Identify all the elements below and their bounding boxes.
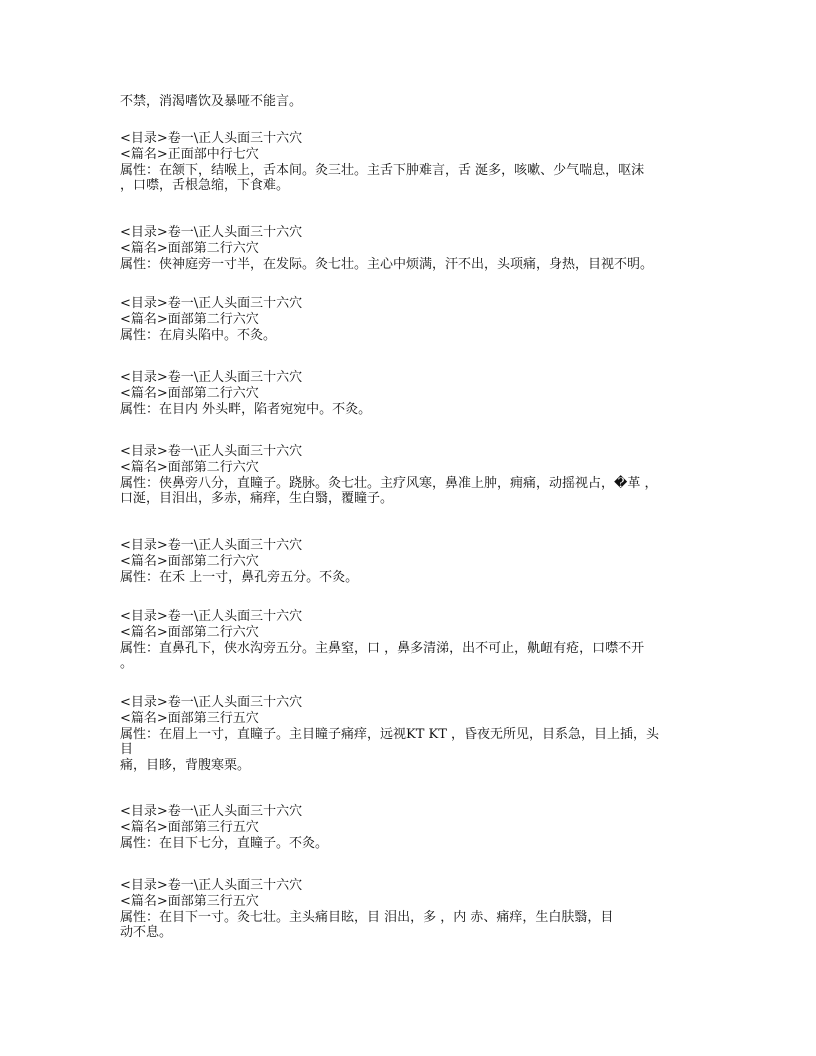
chapter-name-line: <篇名>面部第三行五穴 <box>120 710 259 726</box>
attribute-line: 目 <box>120 742 134 758</box>
attribute-line: 口涎，目泪出，多赤，痛痒，生白翳，覆瞳子。 <box>120 491 394 507</box>
acupoint-entry <box>120 878 720 941</box>
attribute-line: ，口噤，舌根急缩，下食难。 <box>120 178 290 194</box>
attribute-line: 属性：在颔下，结喉上，舌本间。灸三壮。主舌下肿难言，舌 涎多，咳嗽、少气喘息，呕沫 <box>120 162 645 178</box>
acupoint-entry <box>120 444 720 507</box>
attribute-line: 属性：在目下一寸。灸七壮。主头痛目眩，目 泪出，多 ，内 赤、痛痒，生白肤翳，目 <box>120 909 614 925</box>
acupoint-entry <box>120 538 720 585</box>
continued-paragraph <box>120 94 720 110</box>
catalog-line: <目录>卷一\正人头面三十六穴 <box>120 296 303 311</box>
catalog-line: <目录>卷一\正人头面三十六穴 <box>120 695 303 710</box>
attribute-line: 不禁，消渴嗜饮及暴哑不能言。 <box>120 94 303 109</box>
attribute-line: 动不息。 <box>120 925 173 941</box>
acupoint-entry <box>120 296 720 343</box>
chapter-name-line: <篇名>面部第三行五穴 <box>120 893 259 909</box>
acupoint-entry <box>120 225 720 272</box>
attribute-line: 属性：在禾 上一寸，鼻孔旁五分。不灸。 <box>120 569 359 585</box>
catalog-line: <目录>卷一\正人头面三十六穴 <box>120 878 303 893</box>
attribute-line: 属性：在肩头陷中。不灸。 <box>120 327 277 343</box>
chapter-name-line: <篇名>面部第二行六穴 <box>120 240 259 256</box>
catalog-line: <目录>卷一\正人头面三十六穴 <box>120 609 303 624</box>
attribute-line: 属性：在目下七分，直瞳子。不灸。 <box>120 835 329 851</box>
attribute-line: 属性：直鼻孔下，侠水沟旁五分。主鼻窒，口 ，鼻多清涕，出不可止，鼽衄有疮，口噤不开 <box>120 640 645 656</box>
catalog-line: <目录>卷一\正人头面三十六穴 <box>120 804 303 819</box>
chapter-name-line: <篇名>面部第二行六穴 <box>120 459 259 475</box>
chapter-name-line: <篇名>面部第二行六穴 <box>120 553 259 569</box>
chapter-name-line: <篇名>面部第二行六穴 <box>120 624 259 640</box>
attribute-line: 痛，目眵，背膄寒栗。 <box>120 758 251 774</box>
acupoint-entry <box>120 131 720 194</box>
attribute-line: 属性：侠神庭旁一寸半，在发际。灸七壮。主心中烦满，汗不出，头项痛，身热，目视不明。 <box>120 256 654 272</box>
chapter-name-line: <篇名>面部第三行五穴 <box>120 819 259 835</box>
chapter-name-line: <篇名>面部第二行六穴 <box>120 385 259 401</box>
catalog-line: <目录>卷一\正人头面三十六穴 <box>120 444 303 459</box>
attribute-line: 属性：在眉上一寸，直瞳子。主目瞳子痛痒，远视KT KT ，昏夜无所见，目系急，目上插，头 <box>120 726 660 742</box>
acupoint-entry <box>120 370 720 417</box>
catalog-line: <目录>卷一\正人头面三十六穴 <box>120 225 303 240</box>
acupoint-entry <box>120 804 720 851</box>
chapter-name-line: <篇名>正面部中行七穴 <box>120 146 259 162</box>
catalog-line: <目录>卷一\正人头面三十六穴 <box>120 370 303 385</box>
chapter-name-line: <篇名>面部第二行六穴 <box>120 311 259 327</box>
acupoint-entry <box>120 609 720 672</box>
catalog-line: <目录>卷一\正人头面三十六穴 <box>120 538 303 553</box>
acupoint-entry <box>120 695 720 774</box>
attribute-line: 属性：在目内 外头畔，陷者宛宛中。不灸。 <box>120 401 372 417</box>
attribute-line: 属性：侠鼻旁八分，直瞳子。跷脉。灸七壮。主疗风寒，鼻准上肿，痈痛，动摇视占，�革 ， <box>120 475 658 491</box>
attribute-line: 。 <box>120 656 134 672</box>
catalog-line: <目录>卷一\正人头面三十六穴 <box>120 131 303 146</box>
